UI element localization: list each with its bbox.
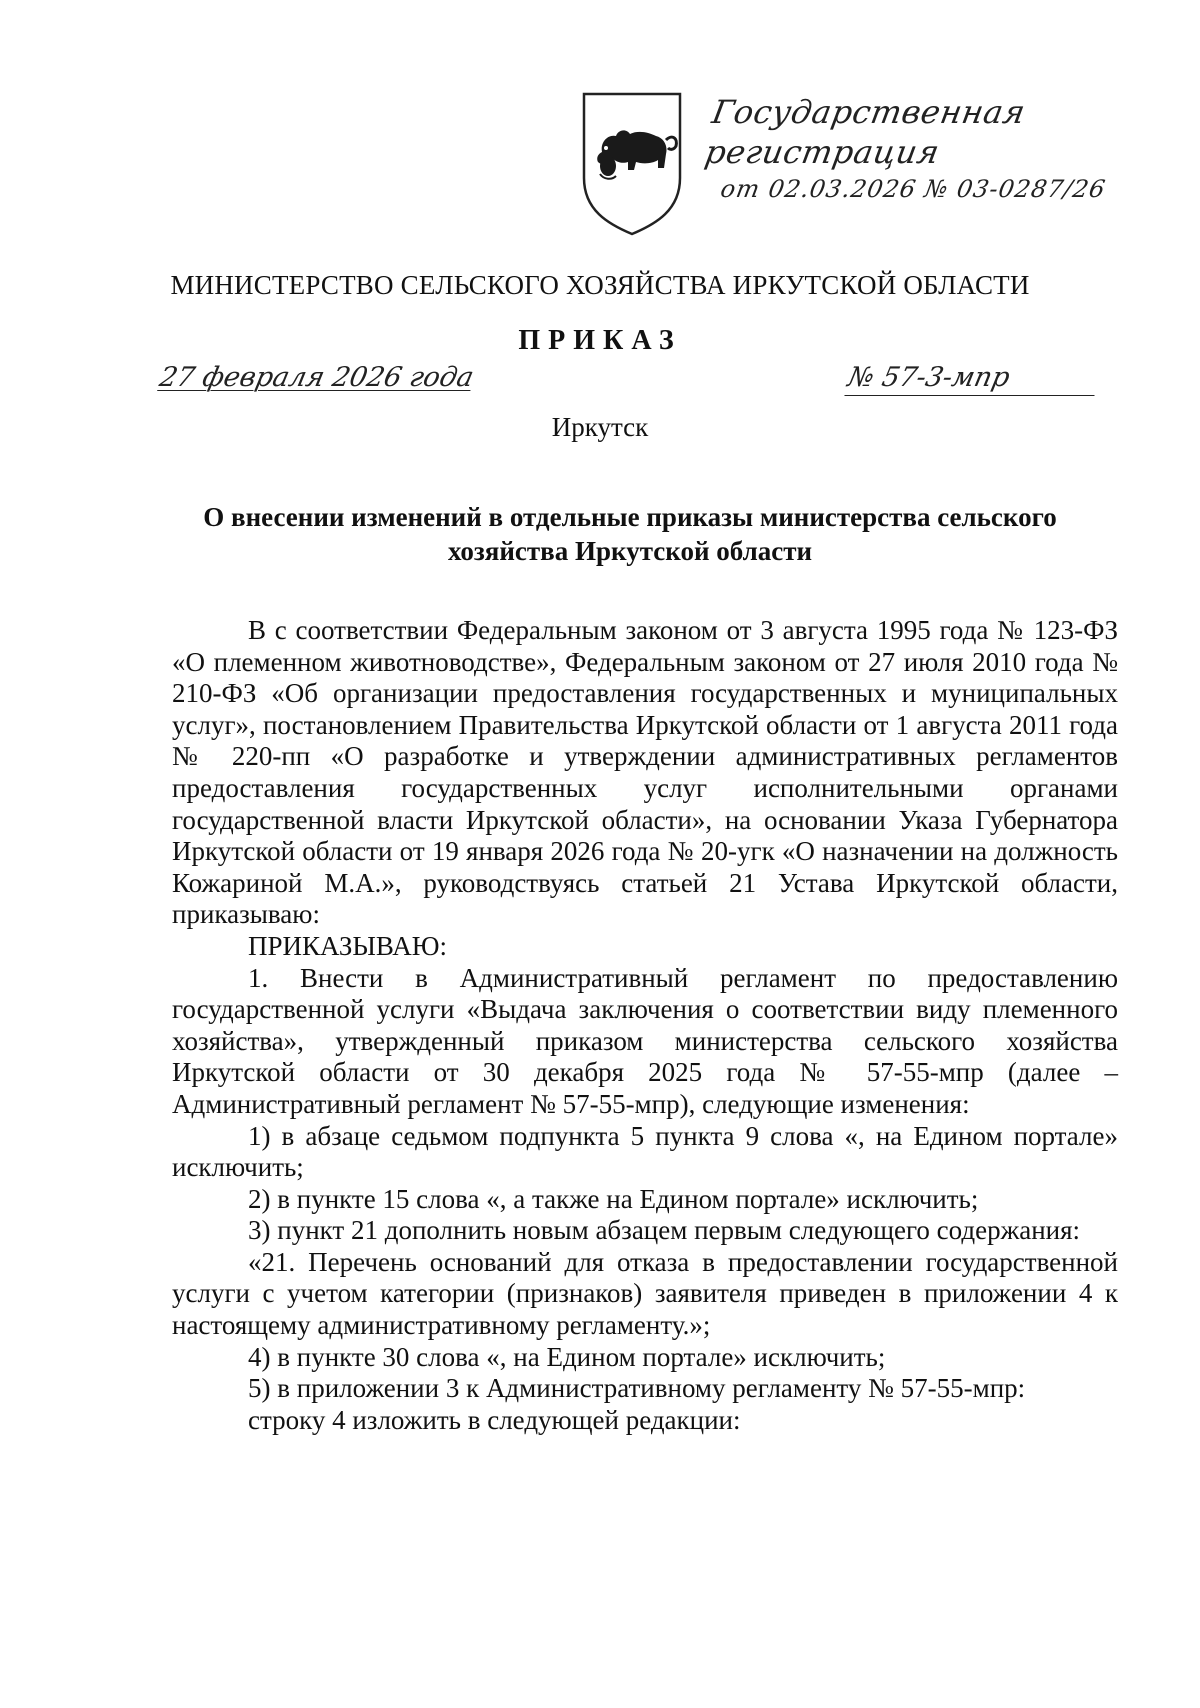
subitem-3-paragraph: 3) пункт 21 дополнить новым абзацем первым следующего содержания: bbox=[248, 1215, 1081, 1246]
registration-line-1: Государственная регистрация bbox=[702, 93, 1029, 171]
preamble-paragraph: В с соответствии Федеральным законом от 3 августа 1995 года № 123-ФЗ «О племенном животноводстве», Федеральным законом от 27 июля 2010 года № 210-ФЗ «Об организации предоставления государственных и муниципальных услуг», постановлением Правительства Иркутской области от 1 августа 2011 года № 220-пп «О разработке и утверждении административных регламентов предоставления государственных услуг исполнительными органами государственной власти Иркутской области», на основании Указа Губернатора Иркутской области от 19 января 2026 года № 20-угк «О назначении на должность Кожариной М.А.», руководствуясь статьей 21 Устава Иркутской области, приказываю: bbox=[172, 615, 1118, 930]
handwritten-order-number: № 57-3-мпр bbox=[844, 362, 1101, 396]
coat-of-arms-emblem bbox=[578, 90, 686, 238]
ministry-name: МИНИСТЕРСТВО СЕЛЬСКОГО ХОЗЯЙСТВА ИРКУТСКОЙ ОБЛАСТИ bbox=[170, 270, 1030, 300]
quoted-point-21: «21. Перечень оснований для отказа в предоставлении государственной услуги с учетом категории (признаков) заявителя приведен в приложении 4 к настоящему административному регламенту.»; bbox=[172, 1246, 1118, 1341]
row-4-instruction: строку 4 изложить в следующей редакции: bbox=[248, 1404, 741, 1435]
document-heading bbox=[160, 500, 1100, 568]
document-body bbox=[172, 615, 1118, 1436]
subitem-5-paragraph: 5) в приложении 3 к Административному регламенту № 57-55-мпр: bbox=[248, 1373, 1026, 1404]
registration-line-2: от 02.03.2026 № 03-0287/26 bbox=[718, 175, 1108, 203]
order-keyword: ПРИКАЗЫВАЮ: bbox=[248, 930, 447, 961]
subitem-2-paragraph: 2) в пункте 15 слова «, а также на Едином портале» исключить; bbox=[248, 1183, 979, 1214]
handwritten-date: 27 февраля 2026 года bbox=[156, 362, 477, 393]
heading-line-1: О внесении изменений в отдельные приказы министерства сельского bbox=[203, 502, 1057, 532]
city-name: Иркутск bbox=[551, 412, 649, 442]
item-1-paragraph: 1. Внести в Административный регламент по предоставлению государственной услуги «Выдача заключения о соответствии виду племенного хозяйства», утвержденный приказом министерства сельского хозяйства Иркутской области от 30 декабря 2025 года № 57-55-мпр (далее – Административный регламент № 57-55-мпр), следующие изменения: bbox=[172, 962, 1118, 1119]
subitem-1-paragraph: 1) в абзаце седьмом подпункта 5 пункта 9 слова «, на Едином портале» исключить; bbox=[172, 1120, 1118, 1183]
heading-line-2: хозяйства Иркутской области bbox=[447, 536, 813, 566]
subitem-4-paragraph: 4) в пункте 30 слова «, на Едином портале» исключить; bbox=[248, 1341, 886, 1372]
document-type-title: ПРИКАЗ bbox=[518, 325, 682, 356]
handwritten-registration-note bbox=[696, 92, 1156, 206]
